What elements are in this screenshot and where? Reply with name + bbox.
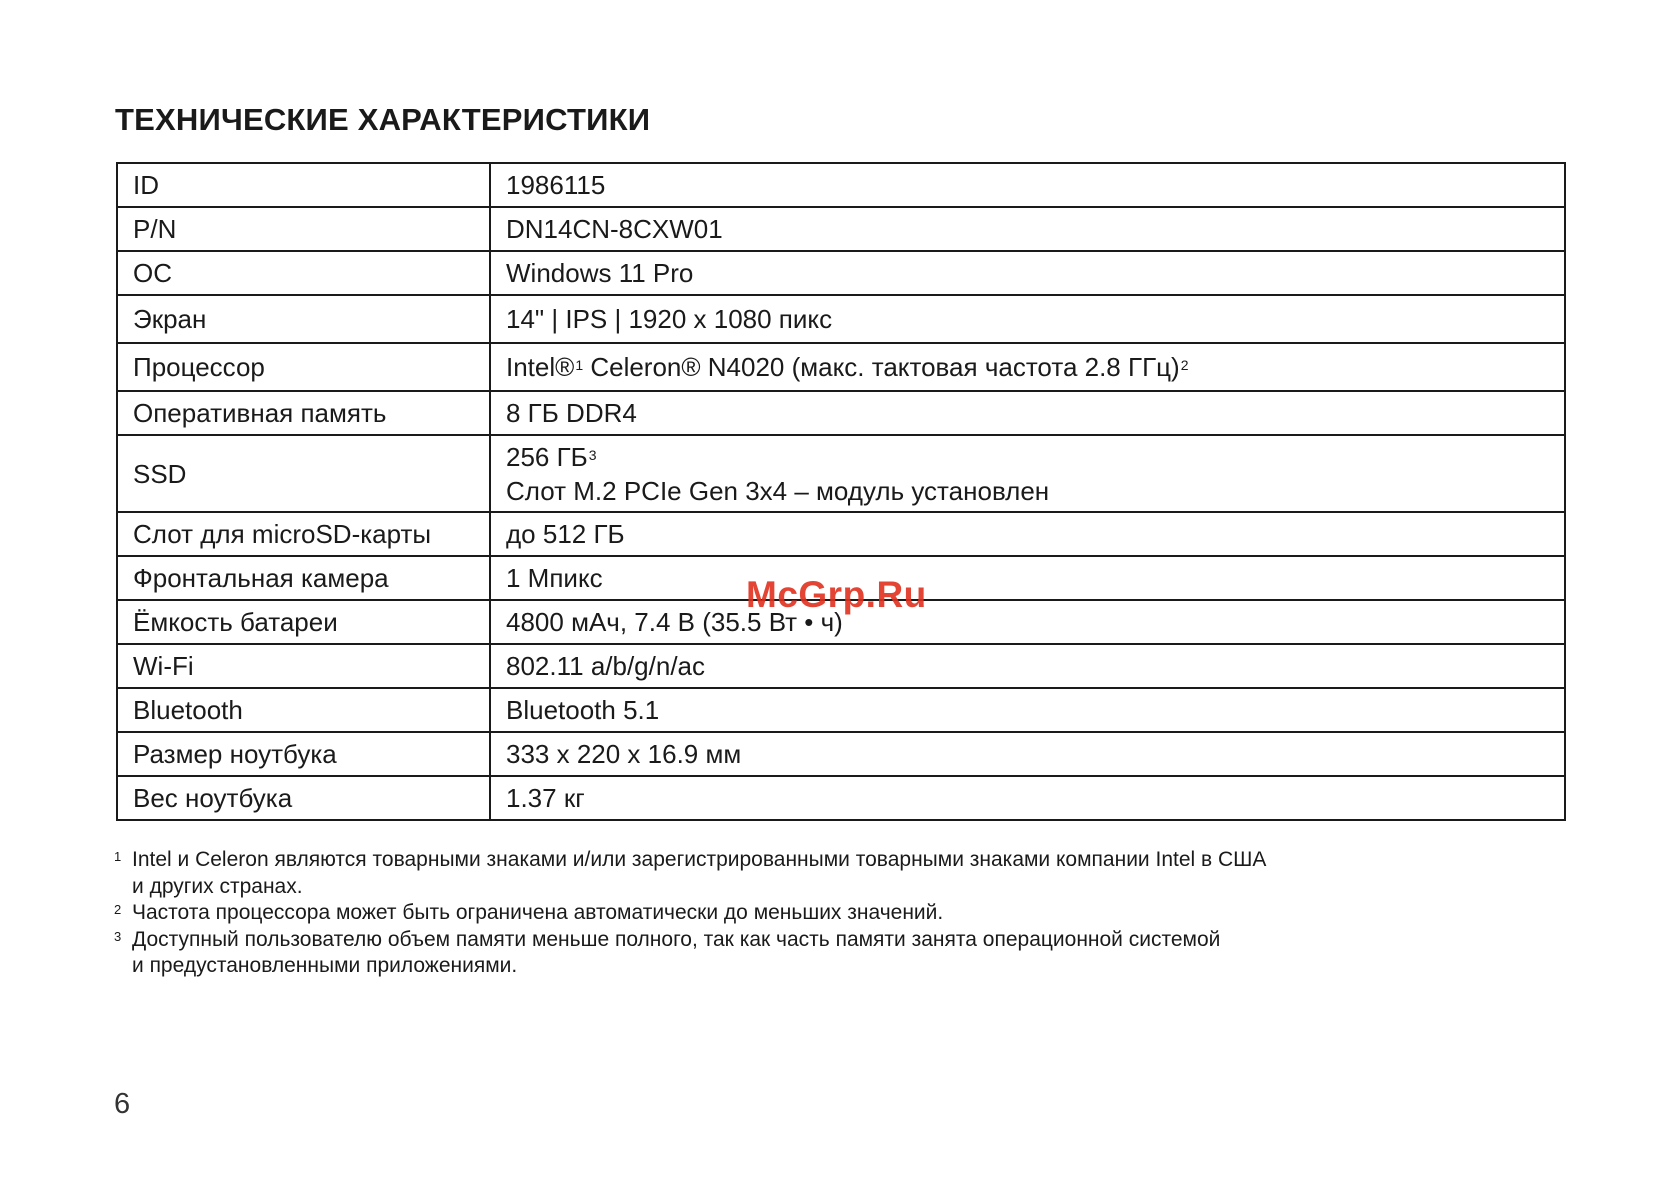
spec-table [116,162,1566,821]
ssd-capacity-line [506,440,1564,474]
spec-value [490,435,1565,512]
spec-label: Ёмкость батареи [117,600,490,644]
table-row [117,251,1565,295]
spec-label: P/N [117,207,490,251]
spec-value: 802.11 a/b/g/n/ac [490,644,1565,688]
watermark: McGrp.Ru [746,574,927,615]
table-row [117,688,1565,732]
spec-value: 8 ГБ DDR4 [490,391,1565,435]
page-number: 6 [114,1088,131,1120]
table-row [117,644,1565,688]
spec-value: 333 x 220 x 16.9 мм [490,732,1565,776]
table-row [117,776,1565,820]
spec-label: Размер ноутбука [117,732,490,776]
spec-value: 14" | IPS | 1920 x 1080 пикс [490,295,1565,343]
spec-label: Wi-Fi [117,644,490,688]
footnote-line: Доступный пользователю объем памяти меньше полного, так как часть памяти занята операционной системой [132,927,1221,951]
spec-label: Фронтальная камера [117,556,490,600]
table-row [117,343,1565,391]
spec-value: DN14CN-8CXW01 [490,207,1565,251]
spec-label: Экран [117,295,490,343]
page-title: ТЕХНИЧЕСКИЕ ХАРАКТЕРИСТИКИ [115,102,651,137]
spec-value: 1986115 [490,163,1565,207]
table-row [117,512,1565,556]
spec-label: Вес ноутбука [117,776,490,820]
table-row [117,295,1565,343]
footnote-line: Intel и Celeron являются товарными знаками и/или зарегистрированными товарными знаками компании Intel в США [132,848,1267,871]
spec-label: Оперативная память [117,391,490,435]
footnote-item [114,847,1514,900]
spec-value: до 512 ГБ [490,512,1565,556]
spec-label: Bluetooth [117,688,490,732]
table-row [117,435,1565,512]
footnote-text [132,927,1514,980]
table-row [117,163,1565,207]
footnote-text [132,847,1514,900]
ssd-capacity-text: 256 ГБ [506,441,588,472]
spec-label: ID [117,163,490,207]
footnote-item [114,900,1514,927]
spec-value: 1 Мпикс [490,556,1565,600]
footnote-mark: 1 [114,849,122,864]
table-row [117,391,1565,435]
spec-value: Windows 11 Pro [490,251,1565,295]
footnote-ref: 3 [588,446,597,463]
table-row [117,732,1565,776]
spec-value: 1.37 кг [490,776,1565,820]
spec-value [490,343,1565,391]
cpu-brand-text: Intel® [506,352,575,382]
spec-label: ОС [117,251,490,295]
spec-label: Слот для microSD-карты [117,512,490,556]
ssd-slot-line: Слот M.2 PCIe Gen 3x4 – модуль установлен [506,475,1050,506]
spec-label: Процессор [117,343,490,391]
spec-value: Bluetooth 5.1 [490,688,1565,732]
cpu-model-text: Celeron® N4020 (макс. тактовая частота 2.8 ГГц) [583,352,1180,382]
footnote-item [114,927,1514,980]
footnotes [114,847,1514,980]
footnote-line: и других странах. [132,874,303,898]
table-row [117,207,1565,251]
spec-value: 4800 мАч, 7.4 В (35.5 Вт • ч) [490,600,1565,644]
footnote-ref: 1 [575,357,584,373]
footnote-mark: 3 [114,928,122,944]
footnote-text: Частота процессора может быть ограничена автоматически до меньших значений. [132,901,944,924]
spec-label: SSD [117,435,490,512]
footnote-line: и предустановленными приложениями. [132,954,518,977]
footnote-ref: 2 [1180,357,1189,373]
footnote-mark: 2 [114,902,122,917]
